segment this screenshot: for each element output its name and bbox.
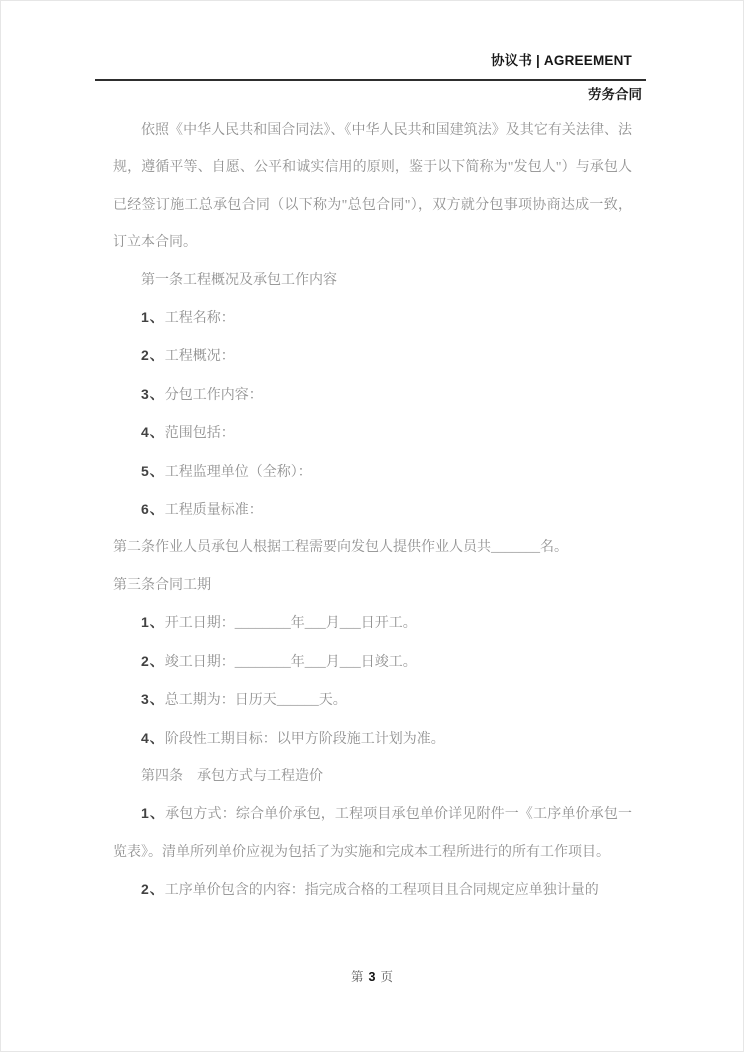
item-text: 总工期为：日历天______天。 bbox=[164, 693, 347, 709]
clause-3-heading bbox=[113, 567, 632, 604]
item-text: 工程名称： bbox=[164, 311, 235, 327]
item-number: 6、 bbox=[141, 501, 165, 518]
item-number: 4、 bbox=[141, 424, 165, 441]
item-text: 阶段性工期目标：以甲方阶段施工计划为准。 bbox=[164, 731, 445, 747]
clause-2-paragraph bbox=[113, 529, 632, 566]
clause-3-item-2 bbox=[113, 643, 632, 681]
item-number: 3、 bbox=[141, 691, 165, 708]
item-number: 4、 bbox=[141, 729, 165, 746]
paragraph-text: 第一条工程概况及承包工作内容 bbox=[141, 272, 337, 288]
item-text: 工程监理单位（全称）： bbox=[164, 464, 312, 480]
preamble-paragraph bbox=[113, 112, 632, 262]
item-text: 工程质量标准： bbox=[164, 503, 263, 519]
page-label-suffix: 页 bbox=[380, 970, 393, 984]
item-text: 分包工作内容： bbox=[164, 387, 263, 403]
header-divider bbox=[95, 79, 646, 81]
paragraph-text: 依照《中华人民共和国合同法》、《中华人民共和国建筑法》及其它有关法律、法规，遵循平等、自愿、公平和诚实信用的原则，鉴于以下简称为"发包人"）与承包人已经签订施工总承包合同（以下称为"总包合同"），双方就分包事项协商达成一致，订立本合同。 bbox=[113, 123, 632, 251]
clause-1-item-5 bbox=[113, 453, 632, 491]
document-body bbox=[113, 112, 632, 910]
clause-4-item-1 bbox=[113, 795, 632, 871]
item-text: 承包方式：综合单价承包，工程项目承包单价详见附件一《工序单价承包一览表》。清单所列单价应视为包括了为实施和完成本工程所进行的所有工作项目。 bbox=[113, 807, 632, 860]
page-footer bbox=[0, 968, 744, 986]
paragraph-text: 第三条合同工期 bbox=[113, 577, 211, 593]
doc-type-label: 协议书 | AGREEMENT bbox=[490, 53, 632, 68]
item-number: 2、 bbox=[141, 347, 165, 364]
clause-1-heading bbox=[113, 262, 632, 299]
page-number: 3 bbox=[368, 970, 376, 984]
item-number: 2、 bbox=[141, 652, 165, 669]
clause-1-item-3 bbox=[113, 376, 632, 414]
clause-1-item-4 bbox=[113, 414, 632, 452]
item-number: 1、 bbox=[141, 614, 165, 631]
item-text: 工程概况： bbox=[164, 349, 235, 365]
item-number: 3、 bbox=[141, 385, 165, 402]
page-label-prefix: 第 bbox=[351, 970, 364, 984]
doc-title: 劳务合同 bbox=[588, 87, 642, 102]
clause-4-heading bbox=[113, 758, 632, 795]
clause-1-item-1 bbox=[113, 299, 632, 337]
clause-1-item-6 bbox=[113, 491, 632, 529]
item-text: 竣工日期：________年___月___日竣工。 bbox=[164, 654, 417, 670]
paragraph-text: 第四条 承包方式与工程造价 bbox=[141, 768, 323, 784]
item-number: 2、 bbox=[141, 881, 165, 898]
paragraph-text: 第二条作业人员承包人根据工程需要向发包人提供作业人员共_______名。 bbox=[113, 540, 568, 556]
item-text: 开工日期：________年___月___日开工。 bbox=[164, 616, 417, 632]
item-number: 5、 bbox=[141, 462, 165, 479]
item-text: 范围包括： bbox=[164, 426, 235, 442]
item-number: 1、 bbox=[141, 309, 165, 326]
clause-3-item-4 bbox=[113, 720, 632, 758]
clause-3-item-3 bbox=[113, 681, 632, 719]
clause-4-item-2 bbox=[113, 871, 632, 909]
clause-1-item-2 bbox=[113, 337, 632, 375]
clause-3-item-1 bbox=[113, 604, 632, 642]
item-number: 1、 bbox=[141, 805, 166, 822]
document-header bbox=[95, 0, 646, 103]
item-text: 工序单价包含的内容：指完成合格的工程项目且合同规定应单独计量的 bbox=[164, 883, 599, 899]
